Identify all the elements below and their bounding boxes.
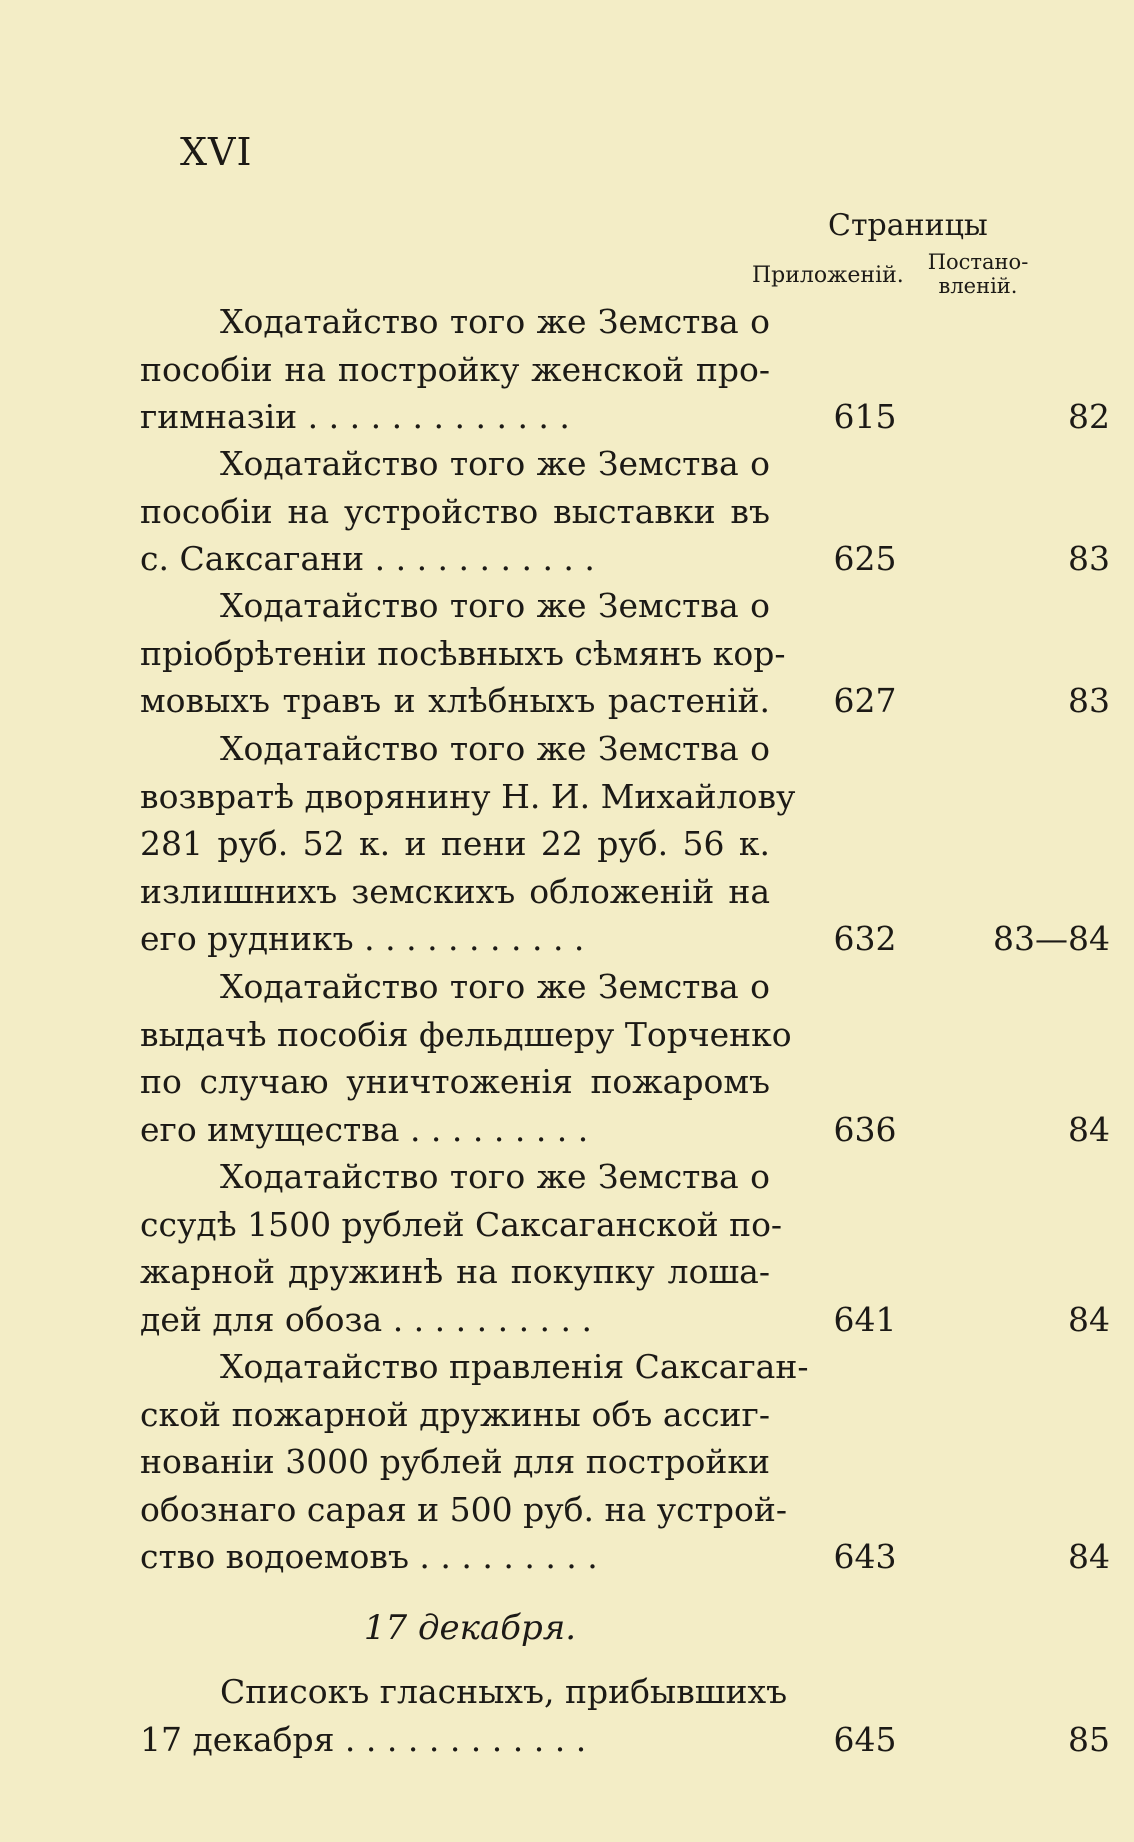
entry-text: ство водоемовъ . . . . . . . . . xyxy=(140,1537,598,1576)
date-heading: 17 декабря. xyxy=(363,1608,577,1648)
entry-line xyxy=(140,1343,1100,1391)
toc-entry xyxy=(140,440,1110,583)
entry-text: Ходатайство того же Земства о xyxy=(220,729,770,768)
resolution-page: 85 xyxy=(1068,1719,1110,1759)
resolution-page: 84 xyxy=(1068,1299,1110,1339)
entry-text: Ходатайство того же Земства о xyxy=(220,586,770,625)
entry-text: ской пожарной дружины объ ассиг- xyxy=(140,1394,770,1434)
entry-line xyxy=(140,915,1110,963)
entry-text: 281 руб. 52 к. и пени 22 руб. 56 к. xyxy=(140,824,770,863)
entry-line xyxy=(140,725,1100,773)
entry-line xyxy=(140,1486,1100,1534)
entry-line xyxy=(140,1668,1100,1716)
entry-text: Ходатайство того же Земства о xyxy=(220,1157,770,1196)
entry-text: Ходатайство того же Земства о xyxy=(220,444,770,483)
entry-line xyxy=(140,1058,1100,1106)
entry-text: излишнихъ земскихъ обложеній на xyxy=(140,871,770,911)
entry-line xyxy=(140,535,1110,583)
entry-text: 17 декабря . . . . . . . . . . . . xyxy=(140,1719,587,1759)
resolution-page: 84 xyxy=(1068,1109,1110,1149)
entry-line xyxy=(140,1716,1110,1764)
entry-line xyxy=(140,1438,1100,1486)
entry-text: пособіи на устройство выставки въ xyxy=(140,491,770,531)
entry-line xyxy=(140,1296,1110,1344)
appendix-page: 615 xyxy=(833,397,897,436)
entry-text: жарной дружинѣ на покупку лоша- xyxy=(140,1252,770,1291)
entry-text: дей для обоза . . . . . . . . . . xyxy=(140,1299,592,1339)
toc-entry xyxy=(140,725,1110,963)
entry-line xyxy=(140,630,1100,678)
entry-text: возвратѣ дворянину Н. И. Михайлову xyxy=(140,776,796,816)
entry-line xyxy=(140,440,1100,488)
entry-text: ссудѣ 1500 рублей Саксаганской по- xyxy=(140,1204,783,1244)
entry-line xyxy=(140,1533,1110,1581)
entry-text: Ходатайство правленія Саксаган- xyxy=(220,1347,809,1386)
appendix-page: 632 xyxy=(833,919,897,958)
entry-line xyxy=(140,1201,1100,1249)
entry-line xyxy=(140,346,1100,394)
entry-line xyxy=(140,677,1110,725)
toc-entry xyxy=(140,582,1110,725)
entry-line xyxy=(140,298,1100,346)
toc-entry xyxy=(140,298,1110,441)
entry-line xyxy=(140,868,1100,916)
resolution-page: 83—84 xyxy=(993,919,1110,958)
entry-text: обознаго сарая и 500 руб. на устрой- xyxy=(140,1489,787,1529)
entry-text: пособіи на постройку женской про- xyxy=(140,349,770,389)
entry-line xyxy=(140,820,1100,868)
entry-line xyxy=(140,1106,1110,1154)
entry-line xyxy=(140,393,1110,441)
column-header-resolutions xyxy=(918,250,1038,298)
toc-entry xyxy=(140,1668,1110,1763)
entry-text: гимназіи . . . . . . . . . . . . . xyxy=(140,397,570,436)
entry-text: пріобрѣтеніи посѣвныхъ сѣмянъ кор- xyxy=(140,633,786,673)
resolution-page: 83 xyxy=(1068,539,1110,578)
entry-text: выдачѣ пособія фельдшеру Торченко xyxy=(140,1014,792,1054)
entry-text: Ходатайство того же Земства о xyxy=(220,967,770,1006)
toc-entry xyxy=(140,963,1110,1153)
entry-line xyxy=(140,488,1100,536)
entry-line xyxy=(140,773,1100,821)
appendix-page: 643 xyxy=(833,1537,897,1576)
appendix-page: 636 xyxy=(833,1109,897,1149)
entry-line xyxy=(140,1248,1100,1296)
entry-text: Ходатайство того же Земства о xyxy=(220,302,770,341)
entry-text: его рудникъ . . . . . . . . . . . xyxy=(140,919,585,958)
entry-line xyxy=(140,1391,1100,1439)
column-header-resolutions-line1: Постано- xyxy=(927,250,1029,274)
resolution-page: 83 xyxy=(1068,681,1110,720)
column-header-pages: Страницы xyxy=(828,208,988,243)
appendix-page: 645 xyxy=(833,1719,897,1759)
entry-text: Списокъ гласныхъ, прибывшихъ xyxy=(220,1672,788,1711)
appendix-page: 627 xyxy=(833,681,897,720)
appendix-page: 625 xyxy=(833,539,897,578)
entry-text: нованіи 3000 рублей для постройки xyxy=(140,1442,770,1481)
toc-entry xyxy=(140,1343,1110,1581)
appendix-page: 641 xyxy=(833,1299,897,1339)
page-number: XVI xyxy=(180,130,253,174)
column-header-resolutions-line2: вленій. xyxy=(938,274,1018,298)
entry-text: его имущества . . . . . . . . . xyxy=(140,1109,589,1149)
entry-line xyxy=(140,1153,1100,1201)
toc-entry xyxy=(140,1153,1110,1343)
entry-text: с. Саксагани . . . . . . . . . . . xyxy=(140,539,595,578)
entry-text: мовыхъ травъ и хлѣбныхъ растеній. xyxy=(140,681,770,720)
resolution-page: 84 xyxy=(1068,1537,1110,1576)
entry-line xyxy=(140,963,1100,1011)
entry-line xyxy=(140,1011,1100,1059)
entry-line xyxy=(140,582,1100,630)
resolution-page: 82 xyxy=(1068,397,1110,436)
entry-text: по случаю уничтоженія пожаромъ xyxy=(140,1062,770,1101)
column-header-appendices: Приложеній. xyxy=(752,263,904,288)
